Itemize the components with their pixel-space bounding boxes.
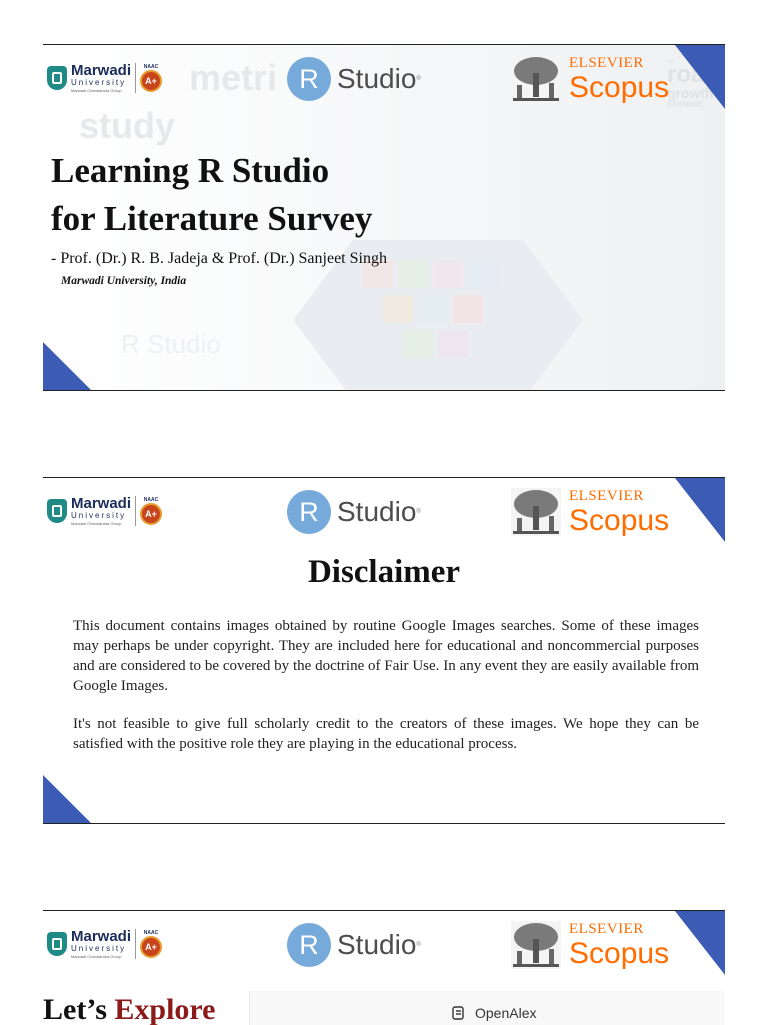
elsevier-scopus-logo <box>511 921 669 969</box>
logo-divider <box>135 63 136 93</box>
openalex-icon <box>451 1005 467 1021</box>
corner-triangle-top-right <box>675 911 725 975</box>
shield-icon <box>47 499 67 523</box>
slide-title <box>51 147 372 244</box>
title-slide <box>43 44 725 391</box>
openalex-logo <box>451 1005 536 1021</box>
corner-triangle-bottom-left <box>43 342 91 390</box>
marwadi-university-logo <box>47 927 162 961</box>
elsevier-label: ELSEVIER <box>569 54 644 71</box>
logo-divider <box>135 496 136 526</box>
elsevier-scopus-logo <box>511 55 669 103</box>
naac-grade: A+ <box>140 503 162 525</box>
marwadi-university-logo <box>47 494 162 528</box>
disclaimer-title: Disclaimer <box>307 554 461 590</box>
university-group: Marwadi Chandarana Group <box>71 954 122 959</box>
logo-divider <box>135 929 136 959</box>
naac-badge <box>140 930 162 958</box>
scopus-label: Scopus <box>569 70 670 104</box>
naac-grade: A+ <box>140 936 162 958</box>
title-line-1: Learning R Studio <box>51 151 330 190</box>
naac-badge <box>140 497 162 525</box>
explore-slide <box>43 910 725 1025</box>
scopus-label: Scopus <box>569 503 670 537</box>
shield-icon <box>47 932 67 956</box>
university-sub: University <box>71 944 127 953</box>
naac-label: NAAC <box>143 930 159 936</box>
university-name: Marwadi <box>71 62 132 79</box>
disclaimer-slide <box>43 477 725 824</box>
shield-icon <box>47 66 67 90</box>
rstudio-r-icon: R <box>287 57 331 101</box>
title-line-2: for Literature Survey <box>51 199 373 239</box>
rstudio-r-icon: R <box>287 923 331 967</box>
explore-title-prefix: Let’s <box>43 993 115 1025</box>
elsevier-tree-icon <box>511 488 561 536</box>
rstudio-logo: R Studio ® <box>287 57 421 101</box>
rstudio-word: Studio <box>337 63 417 94</box>
rstudio-word: Studio <box>337 496 417 527</box>
university-name: Marwadi <box>71 928 132 945</box>
watermark-study: study <box>79 105 176 146</box>
elsevier-tree-icon <box>511 921 561 969</box>
watermark-metri: metri <box>189 57 278 98</box>
explore-title <box>43 993 216 1025</box>
disclaimer-paragraph-2: It's not feasible to give full scholarly credit to the creators of these images. We hope they can be satisfied with the positive role they are playing in the educational process. <box>73 716 699 752</box>
university-group: Marwadi Chandarana Group <box>71 88 122 93</box>
university-group: Marwadi Chandarana Group <box>71 521 122 526</box>
naac-grade: A+ <box>140 70 162 92</box>
university-sub: University <box>71 78 127 87</box>
naac-label: NAAC <box>143 497 159 503</box>
explore-title-accent: Explore <box>114 993 216 1025</box>
watermark-word: chronic <box>667 99 704 111</box>
university-name: Marwadi <box>71 495 132 512</box>
authors: - Prof. (Dr.) R. B. Jadeja & Prof. (Dr.) Sanjeet Singh <box>51 250 387 267</box>
rstudio-logo: R Studio ® <box>287 490 421 534</box>
rstudio-logo: R Studio ® <box>287 923 421 967</box>
rstudio-word: Studio <box>337 929 417 960</box>
elsevier-label: ELSEVIER <box>569 920 644 937</box>
watermark-rstudio: R Studio <box>121 329 221 359</box>
disclaimer-paragraph-1: This document contains images obtained by routine Google Images searches. Some of these images may perhaps be under copyright. They are included here for educational and noncommercial purposes and are considered to be covered by the doctrine of Fair Use. In any event they are easily available from Google Images. <box>73 618 699 694</box>
watermark-word: road <box>667 61 720 89</box>
elsevier-label: ELSEVIER <box>569 487 644 504</box>
watermark-word: .. <box>667 51 674 65</box>
rstudio-r-icon: R <box>287 490 331 534</box>
naac-badge <box>140 64 162 92</box>
watermark-word: growth <box>667 85 714 102</box>
naac-label: NAAC <box>143 64 159 70</box>
corner-triangle-top-right <box>675 45 725 109</box>
scopus-label: Scopus <box>569 936 670 970</box>
elsevier-tree-icon <box>511 55 561 103</box>
marwadi-university-logo <box>47 61 162 95</box>
corner-triangle-bottom-left <box>43 775 91 823</box>
elsevier-scopus-logo <box>511 488 669 536</box>
corner-triangle-top-right <box>675 478 725 542</box>
openalex-label: OpenAlex <box>475 1005 537 1021</box>
university-sub: University <box>71 511 127 520</box>
affiliation: Marwadi University, India <box>61 275 187 287</box>
